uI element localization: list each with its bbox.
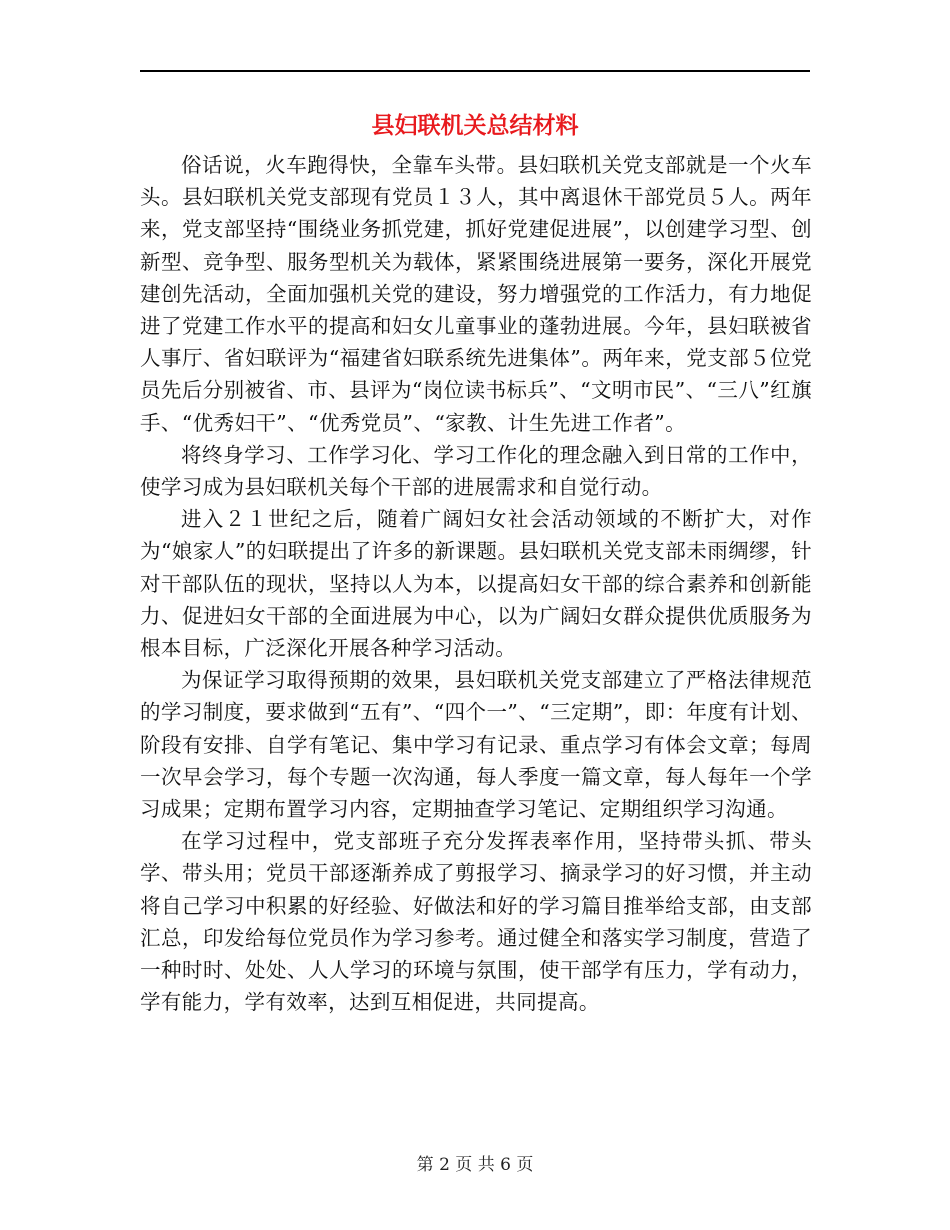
document-title: 县妇联机关总结材料 [371, 112, 579, 139]
page-number: 第 2 页 共 6 页 [416, 1155, 534, 1175]
document-body [140, 149, 812, 1018]
paragraph-5: 在学习过程中，党支部班子充分发挥表率作用，坚持带头抓、带头学、带头用；党员干部逐渐养成了剪报学习、摘录学习的好习惯，并主动将自己学习中积累的好经验、好做法和好的学习篇目推举给支部，由支部汇总，印发给每位党员作为学习参考。通过健全和落实学习制度，营造了一种时时、处处、人人学习的环境与氛围，使干部学有压力，学有动力，学有能力，学有效率，达到互相促进，共同提高。 [140, 829, 812, 1015]
paragraph-2: 将终身学习、工作学习化、学习工作化的理念融入到日常的工作中，使学习成为县妇联机关每个干部的进展需求和自觉行动。 [140, 442, 812, 500]
header-rule [140, 70, 810, 72]
paragraph-4: 为保证学习取得预期的效果，县妇联机关党支部建立了严格法律规范的学习制度，要求做到“五有”、“四个一”、“三定期”，即：年度有计划、阶段有安排、自学有笔记、集中学习有记录、重点学习有体会文章；每周一次早会学习，每个专题一次沟通，每人季度一篇文章，每人每年一个学习成果；定期布置学习内容，定期抽查学习笔记、定期组织学习沟通。 [140, 668, 812, 822]
paragraph-3: 进入２１世纪之后，随着广阔妇女社会活动领域的不断扩大，对作为“娘家人”的妇联提出了许多的新课题。县妇联机关党支部未雨绸缪，针对干部队伍的现状，坚持以人为本，以提高妇女干部的综合素养和创新能力、促进妇女干部的全面进展为中心，以为广阔妇女群众提供优质服务为根本目标，广泛深化开展各种学习活动。 [140, 507, 812, 661]
paragraph-1: 俗话说，火车跑得快，全靠车头带。县妇联机关党支部就是一个火车头。县妇联机关党支部现有党员１３人，其中离退休干部党员５人。两年来，党支部坚持“围绕业务抓党建，抓好党建促进展”，以创建学习型、创新型、竞争型、服务型机关为载体，紧紧围绕进展第一要务，深化开展党建创先活动，全面加强机关党的建设，努力增强党的工作活力，有力地促进了党建工作水平的提高和妇女儿童事业的蓬勃进展。今年，县妇联被省人事厅、省妇联评为“福建省妇联系统先进集体”。两年来，党支部５位党员先后分别被省、市、县评为“岗位读书标兵”、“文明市民”、“三八”红旗手、“优秀妇干”、“优秀党员”、“家教、计生先进工作者”。 [140, 153, 812, 435]
